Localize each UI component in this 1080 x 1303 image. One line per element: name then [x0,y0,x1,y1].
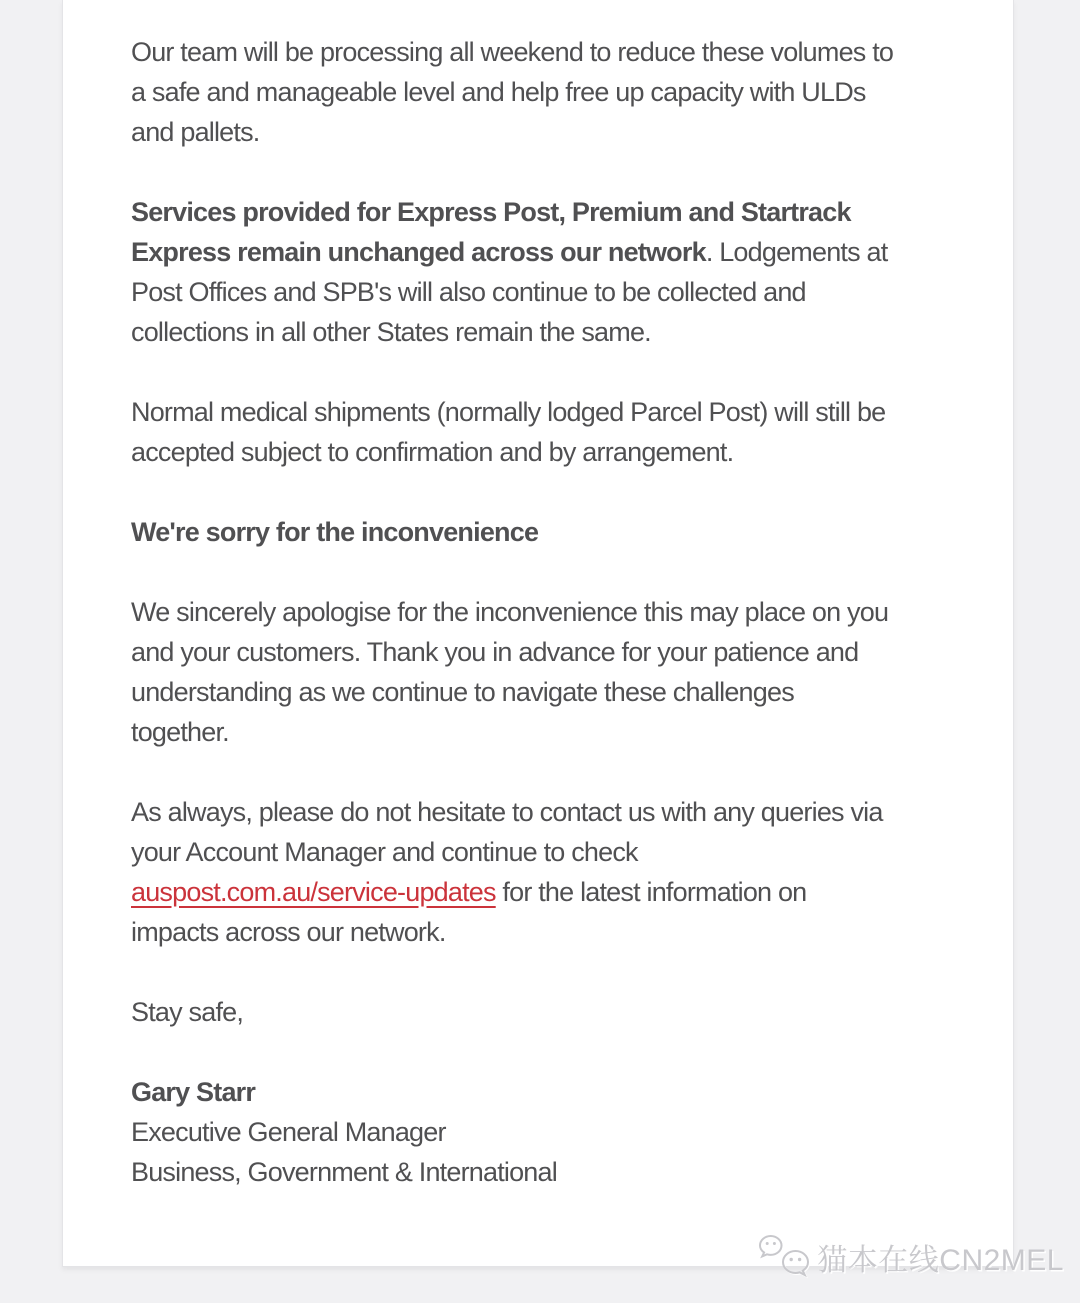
text-line: We sincerely apologise for the inconvenience this may place on you [131,597,889,627]
text-line: As always, please do not hesitate to contact us with any queries via [131,797,883,827]
text-line: Post Offices and SPB's will also continue to be collected and [131,277,806,307]
text-line: a safe and manageable level and help free up capacity with ULDs [131,77,866,107]
apology-heading [131,512,955,552]
services-bold-text: Express remain unchanged across our network [131,237,706,267]
text-line: impacts across our network. [131,917,446,947]
text-line: and pallets. [131,117,260,147]
text-line: Normal medical shipments (normally lodged Parcel Post) will still be [131,397,886,427]
paragraph-apology [131,592,955,752]
text-line [131,872,955,912]
text-line: Our team will be processing all weekend to reduce these volumes to [131,37,894,67]
paragraph-medical [131,392,955,472]
signature-title: Executive General Manager [131,1117,446,1147]
watermark-text: 猫本在线CN2MEL [817,1244,1064,1277]
text-line: together. [131,717,229,747]
text-line: your Account Manager and continue to check [131,837,638,867]
contact-regular-text: for the latest information on [495,877,807,907]
paragraph-services [131,192,955,352]
text-line: Stay safe, [131,997,244,1027]
paragraph-contact [131,792,955,952]
text-line: and your customers. Thank you in advance for your patience and [131,637,859,667]
text-line: accepted subject to confirmation and by arrangement. [131,437,734,467]
services-bold-text: Services provided for Express Post, Premium and Startrack [131,197,851,227]
service-updates-link[interactable]: auspost.com.au/service-updates [131,877,496,907]
email-content [63,0,1013,1192]
heading-text: We're sorry for the inconvenience [131,517,539,547]
signature-block [131,1072,955,1192]
email-body-card [62,0,1014,1267]
signature-name: Gary Starr [131,1077,256,1107]
watermark [758,1233,1064,1281]
services-regular-text: . Lodgements at [705,237,888,267]
closing-text [131,992,955,1032]
signature-department: Business, Government & International [131,1157,557,1187]
text-line: understanding as we continue to navigate these challenges [131,677,794,707]
wechat-icon [758,1233,810,1281]
text-line: collections in all other States remain the same. [131,317,651,347]
text-line [131,192,955,232]
text-line [131,232,955,272]
paragraph-processing [131,32,955,152]
